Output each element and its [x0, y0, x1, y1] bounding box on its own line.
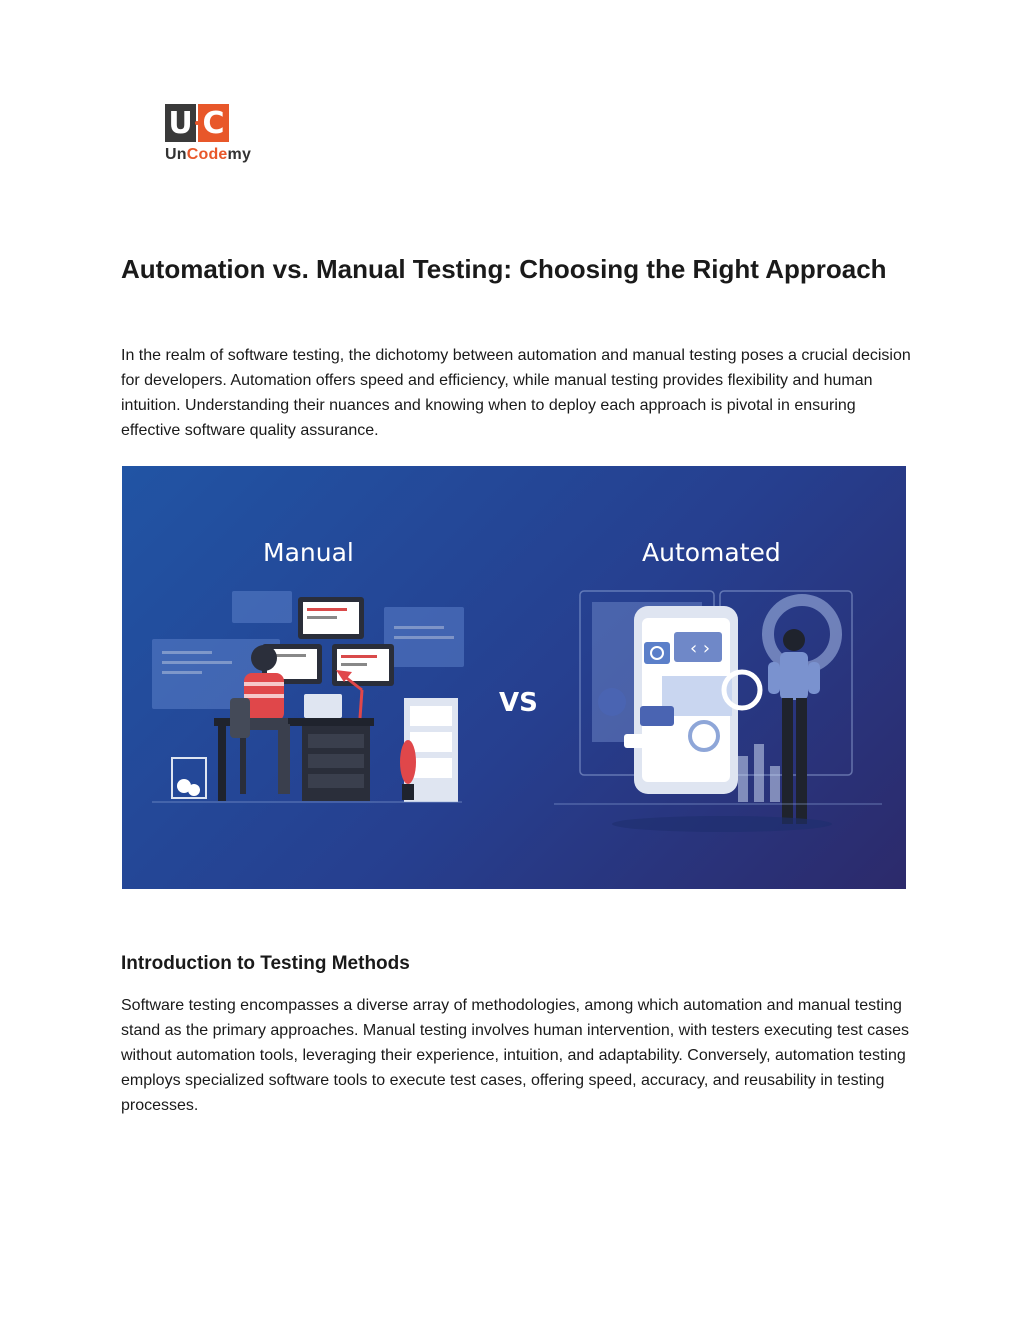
- section-body: Software testing encompasses a diverse array of methodologies, among which automation and manual testing stand as the primary approaches. Manual testing involves human intervention, with testers executing test cases without automation tools, leveraging their experience, intuition, and adaptability. Conversely, automation testing employs specialized software tools to execute test cases, offering speed, accuracy, and reusability in testing processes.: [121, 997, 909, 1114]
- waste-basket: [172, 758, 206, 798]
- hero-label-vs: VS: [499, 688, 538, 718]
- intro-paragraph: In the realm of software testing, the dichotomy between automation and manual testing poses a crucial decision for developers. Automation offers speed and efficiency, while manual testing provides flexibility and human intuition. Understanding their nuances and knowing when to deploy each approach is pivotal in ensuring effective software quality assurance.: [121, 347, 911, 439]
- hero-artwork: [122, 466, 906, 889]
- plant: [400, 740, 416, 800]
- hero-label-automated: Automated: [642, 538, 781, 567]
- hero-label-manual: Manual: [263, 538, 354, 567]
- wordmark-my: my: [227, 146, 252, 163]
- svg-text:‹ ›: ‹ ›: [690, 638, 711, 659]
- page-title: Automation vs. Manual Testing: Choosing the Right Approach: [121, 254, 887, 284]
- uncodemy-logo[interactable]: [165, 104, 255, 174]
- section-heading: Introduction to Testing Methods: [121, 953, 410, 974]
- logo-wordmark: [165, 146, 255, 164]
- wordmark-code: Code: [186, 146, 228, 163]
- wordmark-un: Un: [165, 146, 187, 163]
- logo-dot: [195, 121, 199, 125]
- hero-illustration: [122, 466, 906, 889]
- logo-mark: [165, 104, 255, 142]
- logo-letter-u: U: [165, 104, 196, 142]
- logo-letter-c: C: [198, 104, 229, 142]
- bars-deco: [738, 744, 780, 802]
